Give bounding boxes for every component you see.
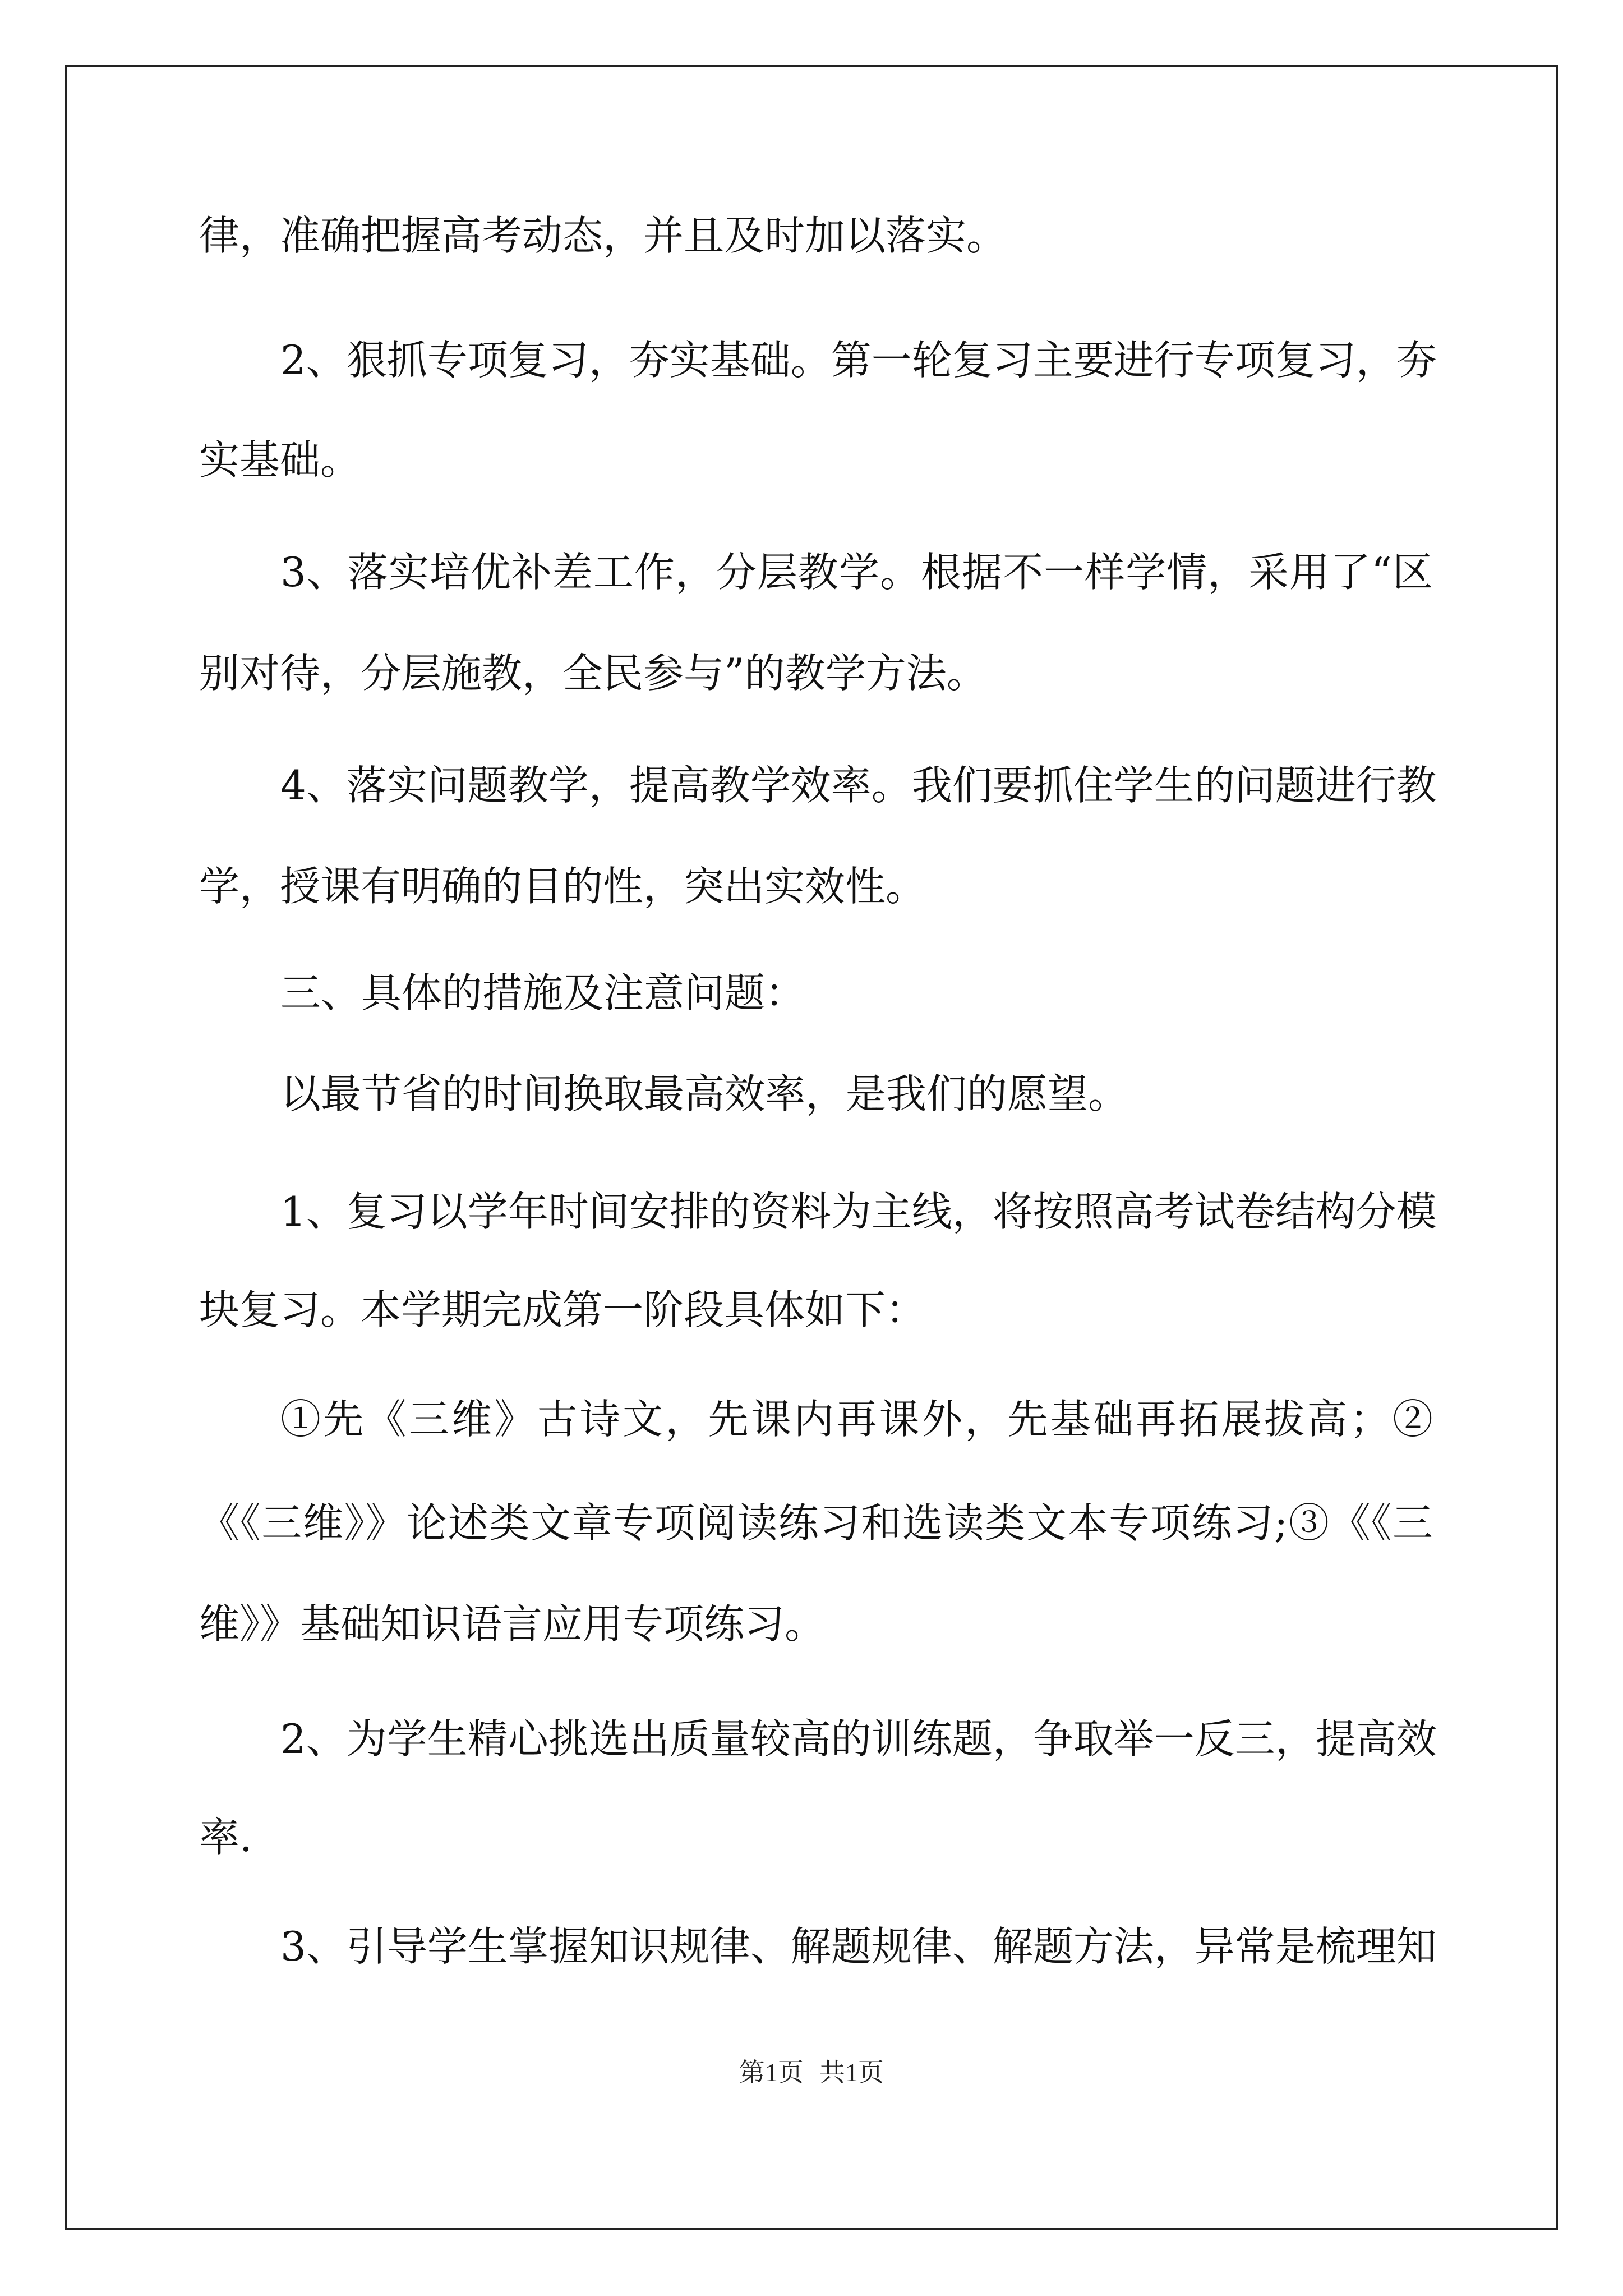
line-text: 实基础。 <box>199 436 361 484</box>
line-text: 2、为学生精心挑选出质量较高的训练题，争取举一反三，提高效 <box>280 1715 1437 1763</box>
line-text: 别对待，分层施教，全民参与”的教学方法。 <box>199 650 987 697</box>
line-text: 3、落实培优补差工作，分层教学。根据不一样学情，采用了“区 <box>280 549 1433 596</box>
line-text: ①先《三维》古诗文，先课内再课外，先基础再拓展拔高；② <box>280 1396 1433 1443</box>
page-footer <box>0 2056 1623 2090</box>
line-text: 三、具体的措施及注意问题： <box>280 969 806 1016</box>
line-text: 《《三维》》论述类文章专项阅读练习和选读类文本专项练习;③《《三 <box>199 1499 1433 1547</box>
line-text: 学，授课有明确的目的性，突出实效性。 <box>199 863 926 910</box>
line-text: 1、复习以学年时间安排的资料为主线，将按照高考试卷结构分模 <box>280 1188 1437 1235</box>
line-text: 律，准确把握高考动态，并且及时加以落实。 <box>199 212 1007 259</box>
page-number: 第1页 <box>739 2058 804 2087</box>
page-border <box>65 65 1558 2230</box>
line-text: 以最节省的时间换取最高效率，是我们的愿望。 <box>280 1070 1129 1117</box>
page-total: 共1页 <box>819 2058 884 2087</box>
line-text: 维》》基础知识语言应用专项练习。 <box>199 1600 826 1648</box>
line-text: 3、引导学生掌握知识规律、解题规律、解题方法，异常是梳理知 <box>280 1923 1437 1970</box>
line-text: 2、狠抓专项复习，夯实基础。第一轮复习主要进行专项复习，夯 <box>280 337 1437 384</box>
line-text: 率. <box>199 1814 252 1861</box>
line-text: 4、落实问题教学，提高教学效率。我们要抓住学生的问题进行教 <box>280 762 1437 809</box>
line-text: 块复习。本学期完成第一阶段具体如下： <box>199 1286 926 1333</box>
